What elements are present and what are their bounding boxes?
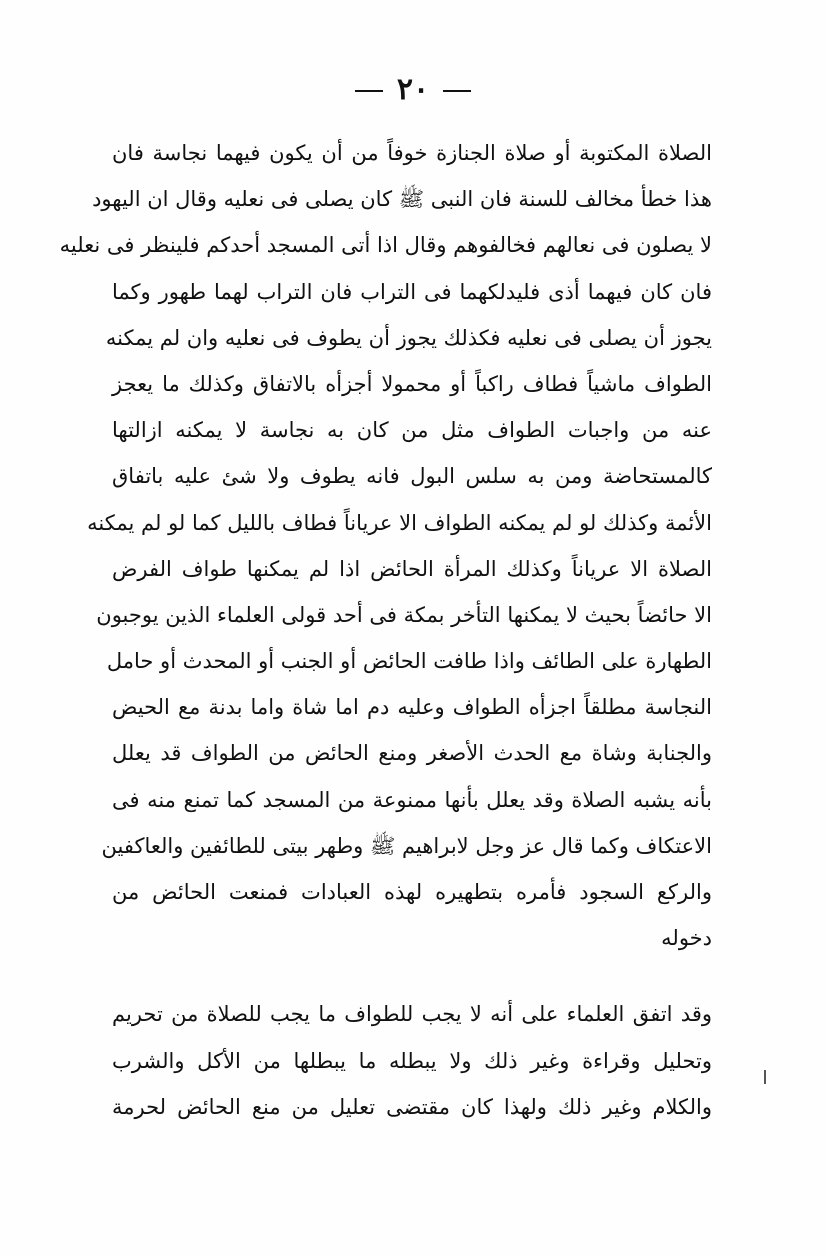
header-dash-left [355,90,383,92]
page-header [0,70,826,110]
page-number: ٢٠ [396,72,430,107]
body-text [59,130,712,1130]
text-line: والركع السجود فأمره بتطهيره لهذه العبادات فمنعت الحائض من [112,880,712,904]
text-line: والجنابة وشاة مع الحدث الأصغر ومنع الحائض من الطواف قد يعلل [112,741,712,766]
text-line: بأنه يشبه الصلاة وقد يعلل بأنها ممنوعة من المسجد كما تمنع منه فى [112,787,712,812]
paragraph-spacer [112,961,712,991]
text-line: عنه من واجبات الطواف مثل من كان به نجاسة لا يمكنه ازالتها [112,418,712,443]
text-line: يجوز أن يصلى فى نعليه فكذلك يجوز أن يطوف فى نعليه وان لم يمكنه [105,325,712,350]
text-line: وتحليل وقراءة وغير ذلك ولا يبطله ما يبطلها من الأكل والشرب [112,1048,712,1073]
text-line: الا حائضاً بحيث لا يمكنها التأخر بمكة فى أحد قولى العلماء الذين يوجبون [96,602,712,627]
text-line: فان كان فيهما أذى فليدلكهما فى التراب فان التراب لهما طهور وكما [112,279,712,304]
paragraph [59,130,712,961]
text-line: هذا خطأ مخالف للسنة فان النبى ﷺ كان يصلى فى نعليه وقال ان اليهود [92,187,712,212]
text-line: الاعتكاف وكما قال عز وجل لابراهيم ﷺ وطهر بيتى للطائفين والعاكفين [101,833,712,858]
header-dash-right [443,90,471,92]
text-line: لا يصلون فى نعالهم فخالفوهم وقال اذا أتى المسجد أحدكم فلينظر فى نعليه [59,233,712,258]
text-line: وقد اتفق العلماء على أنه لا يجب للطواف ما يجب للصلاة من تحريم [112,1002,712,1027]
text-line: دخوله [661,926,712,951]
text-line: الصلاة الا عرياناً وكذلك المرأة الحائض اذا لم يمكنها طواف الفرض [112,556,712,581]
text-line: النجاسة مطلقاً اجزأه الطواف وعليه دم اما شاة واما بدنة مع الحيض [112,695,712,720]
text-line: الصلاة المكتوبة أو صلاة الجنازة خوفاً من أن يكون فيهما نجاسة فان [112,141,712,165]
text-line: كالمستحاضة ومن به سلس البول فانه يطوف ولا شئ عليه باتفاق [112,464,712,489]
margin-mark [764,1070,766,1084]
paragraph [112,991,712,1130]
text-line: الطهارة على الطائف واذا طافت الحائض أو الجنب أو المحدث أو حامل [106,649,712,674]
text-line: الأئمة وكذلك لو لم يمكنه الطواف الا عرياناً فطاف بالليل كما لو لم يمكنه [87,510,712,535]
text-line: والكلام وغير ذلك ولهذا كان مقتضى تعليل من منع الحائض لحرمة [112,1094,712,1119]
text-line: الطواف ماشياً فطاف راكباً أو محمولا أجزأه بالاتفاق وكذلك ما يعجز [112,371,712,396]
